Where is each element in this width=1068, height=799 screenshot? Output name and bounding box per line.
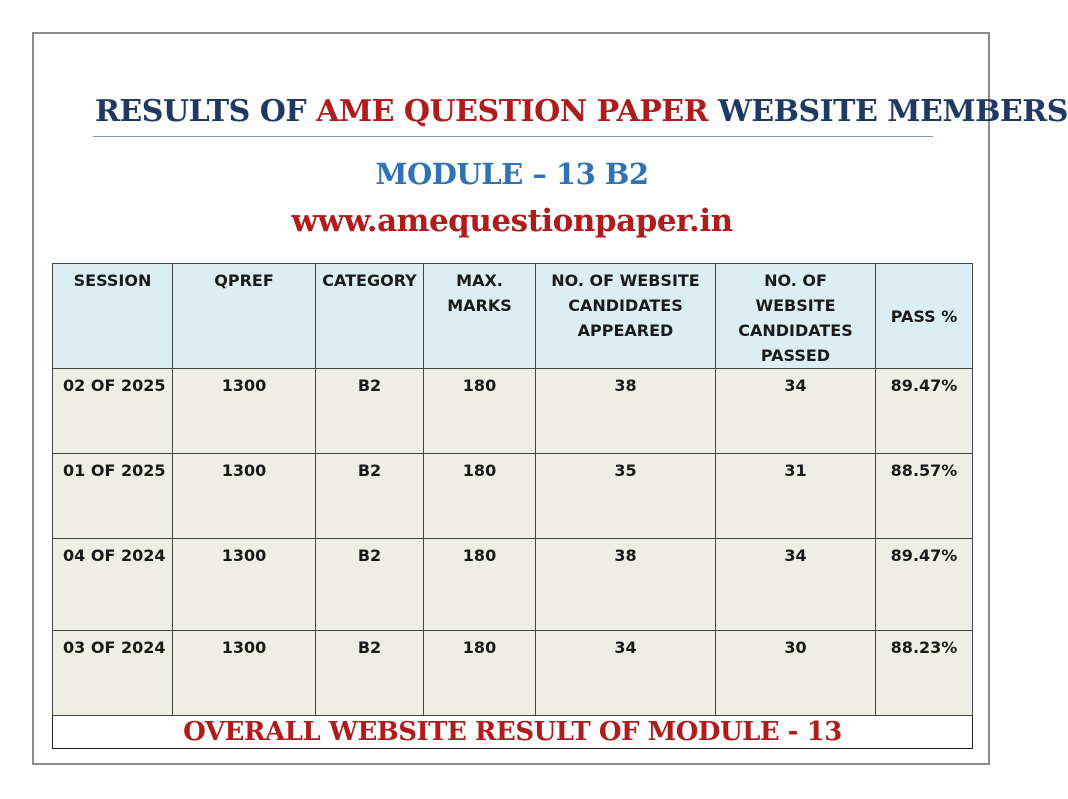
- table-row: [53, 369, 973, 454]
- cell-passed: 34: [716, 539, 876, 631]
- title-part-2: AME QUESTION PAPER: [316, 94, 709, 129]
- results-table: [52, 263, 973, 749]
- col-header-category: CATEGORY: [316, 264, 424, 369]
- table-row: [53, 539, 973, 631]
- cell-session: 01 OF 2025: [53, 454, 173, 539]
- cell-pass-pct: 88.23%: [876, 631, 973, 716]
- cell-category: B2: [316, 539, 424, 631]
- cell-appeared: 38: [536, 539, 716, 631]
- cell-category: B2: [316, 369, 424, 454]
- table-row: [53, 631, 973, 716]
- title-part-3: WEBSITE MEMBERS: [708, 94, 1068, 129]
- col-header-session: SESSION: [53, 264, 173, 369]
- table-row: [53, 454, 973, 539]
- cell-pass-pct: 89.47%: [876, 369, 973, 454]
- col-header-max-marks: MAX. MARKS: [424, 264, 536, 369]
- cell-max-marks: 180: [424, 369, 536, 454]
- cell-max-marks: 180: [424, 539, 536, 631]
- title-part-1: RESULTS OF: [95, 94, 317, 129]
- cell-qpref: 1300: [173, 539, 316, 631]
- page-title: [95, 94, 1068, 129]
- col-header-appeared: NO. OF WEBSITE CANDIDATES APPEARED: [536, 264, 716, 369]
- website-url: www.amequestionpaper.in: [291, 203, 733, 239]
- cell-max-marks: 180: [424, 631, 536, 716]
- col-header-pass-pct: PASS %: [876, 264, 973, 369]
- col-header-qpref: QPREF: [173, 264, 316, 369]
- cell-pass-pct: 89.47%: [876, 539, 973, 631]
- cell-category: B2: [316, 454, 424, 539]
- module-label: MODULE – 13 B2: [375, 157, 649, 191]
- cell-qpref: 1300: [173, 454, 316, 539]
- cell-passed: 34: [716, 369, 876, 454]
- cell-appeared: 38: [536, 369, 716, 454]
- cell-session: 02 OF 2025: [53, 369, 173, 454]
- cell-max-marks: 180: [424, 454, 536, 539]
- cell-passed: 31: [716, 454, 876, 539]
- cell-passed: 30: [716, 631, 876, 716]
- overall-result-label: OVERALL WEBSITE RESULT OF MODULE - 13: [53, 716, 973, 749]
- cell-qpref: 1300: [173, 631, 316, 716]
- table-header-row: [53, 264, 973, 369]
- cell-appeared: 34: [536, 631, 716, 716]
- table-footer-row: [53, 716, 973, 749]
- title-underline: [93, 136, 933, 137]
- cell-session: 04 OF 2024: [53, 539, 173, 631]
- col-header-passed: NO. OF WEBSITE CANDIDATES PASSED: [716, 264, 876, 369]
- cell-session: 03 OF 2024: [53, 631, 173, 716]
- cell-category: B2: [316, 631, 424, 716]
- cell-qpref: 1300: [173, 369, 316, 454]
- cell-pass-pct: 88.57%: [876, 454, 973, 539]
- cell-appeared: 35: [536, 454, 716, 539]
